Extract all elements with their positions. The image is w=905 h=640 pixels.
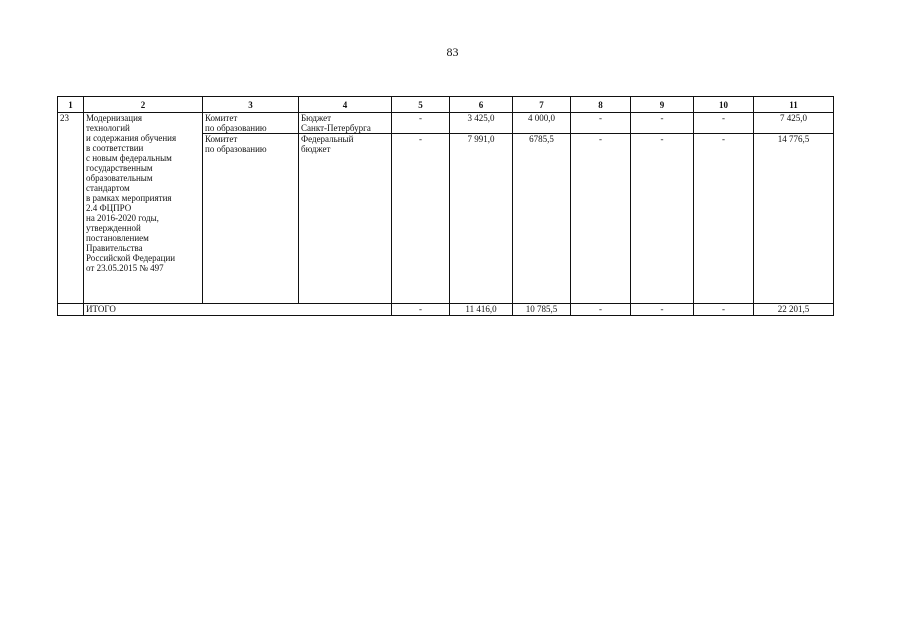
executor-cell: Комитет по образованию <box>203 134 299 304</box>
value-col5: - <box>392 134 450 304</box>
value-col10: - <box>694 134 754 304</box>
total-col7: 10 785,5 <box>513 304 571 316</box>
measure-description: Модернизация технологий и содержания обучения в соответствии с новым федеральным государственным образовательным стандартом в рамках мероприятия 2.4 ФЦПРО на 2016-2020 годы, утвержденной постановлением Правительства Российской Федерации от 23.05.2015 № 497 <box>84 113 203 304</box>
value-col5: - <box>392 113 450 134</box>
value-col7: 6785,5 <box>513 134 571 304</box>
page-number: 83 <box>446 45 459 59</box>
value-col6: 3 425,0 <box>450 113 513 134</box>
total-label: ИТОГО <box>84 304 392 316</box>
total-blank-cell <box>58 304 84 316</box>
total-col8: - <box>571 304 631 316</box>
header-cell: 1 <box>58 97 84 113</box>
header-cell: 6 <box>450 97 513 113</box>
funding-source-cell: Бюджет Санкт-Петербурга <box>299 113 392 134</box>
table-row <box>58 113 834 134</box>
value-col8: - <box>571 113 631 134</box>
value-col7: 4 000,0 <box>513 113 571 134</box>
value-col11: 7 425,0 <box>754 113 834 134</box>
total-col5: - <box>392 304 450 316</box>
header-cell: 11 <box>754 97 834 113</box>
executor-cell: Комитет по образованию <box>203 113 299 134</box>
value-col11: 14 776,5 <box>754 134 834 304</box>
header-cell: 5 <box>392 97 450 113</box>
total-col9: - <box>631 304 694 316</box>
total-row <box>58 304 834 316</box>
header-row <box>58 97 834 113</box>
total-col10: - <box>694 304 754 316</box>
funding-source-cell: Федеральный бюджет <box>299 134 392 304</box>
budget-table <box>57 96 834 316</box>
header-cell: 10 <box>694 97 754 113</box>
header-cell: 7 <box>513 97 571 113</box>
value-col10: - <box>694 113 754 134</box>
header-cell: 9 <box>631 97 694 113</box>
value-col6: 7 991,0 <box>450 134 513 304</box>
value-col8: - <box>571 134 631 304</box>
header-cell: 3 <box>203 97 299 113</box>
total-col11: 22 201,5 <box>754 304 834 316</box>
row-number: 23 <box>58 113 84 304</box>
value-col9: - <box>631 113 694 134</box>
total-col6: 11 416,0 <box>450 304 513 316</box>
header-cell: 8 <box>571 97 631 113</box>
header-cell: 2 <box>84 97 203 113</box>
value-col9: - <box>631 134 694 304</box>
header-cell: 4 <box>299 97 392 113</box>
